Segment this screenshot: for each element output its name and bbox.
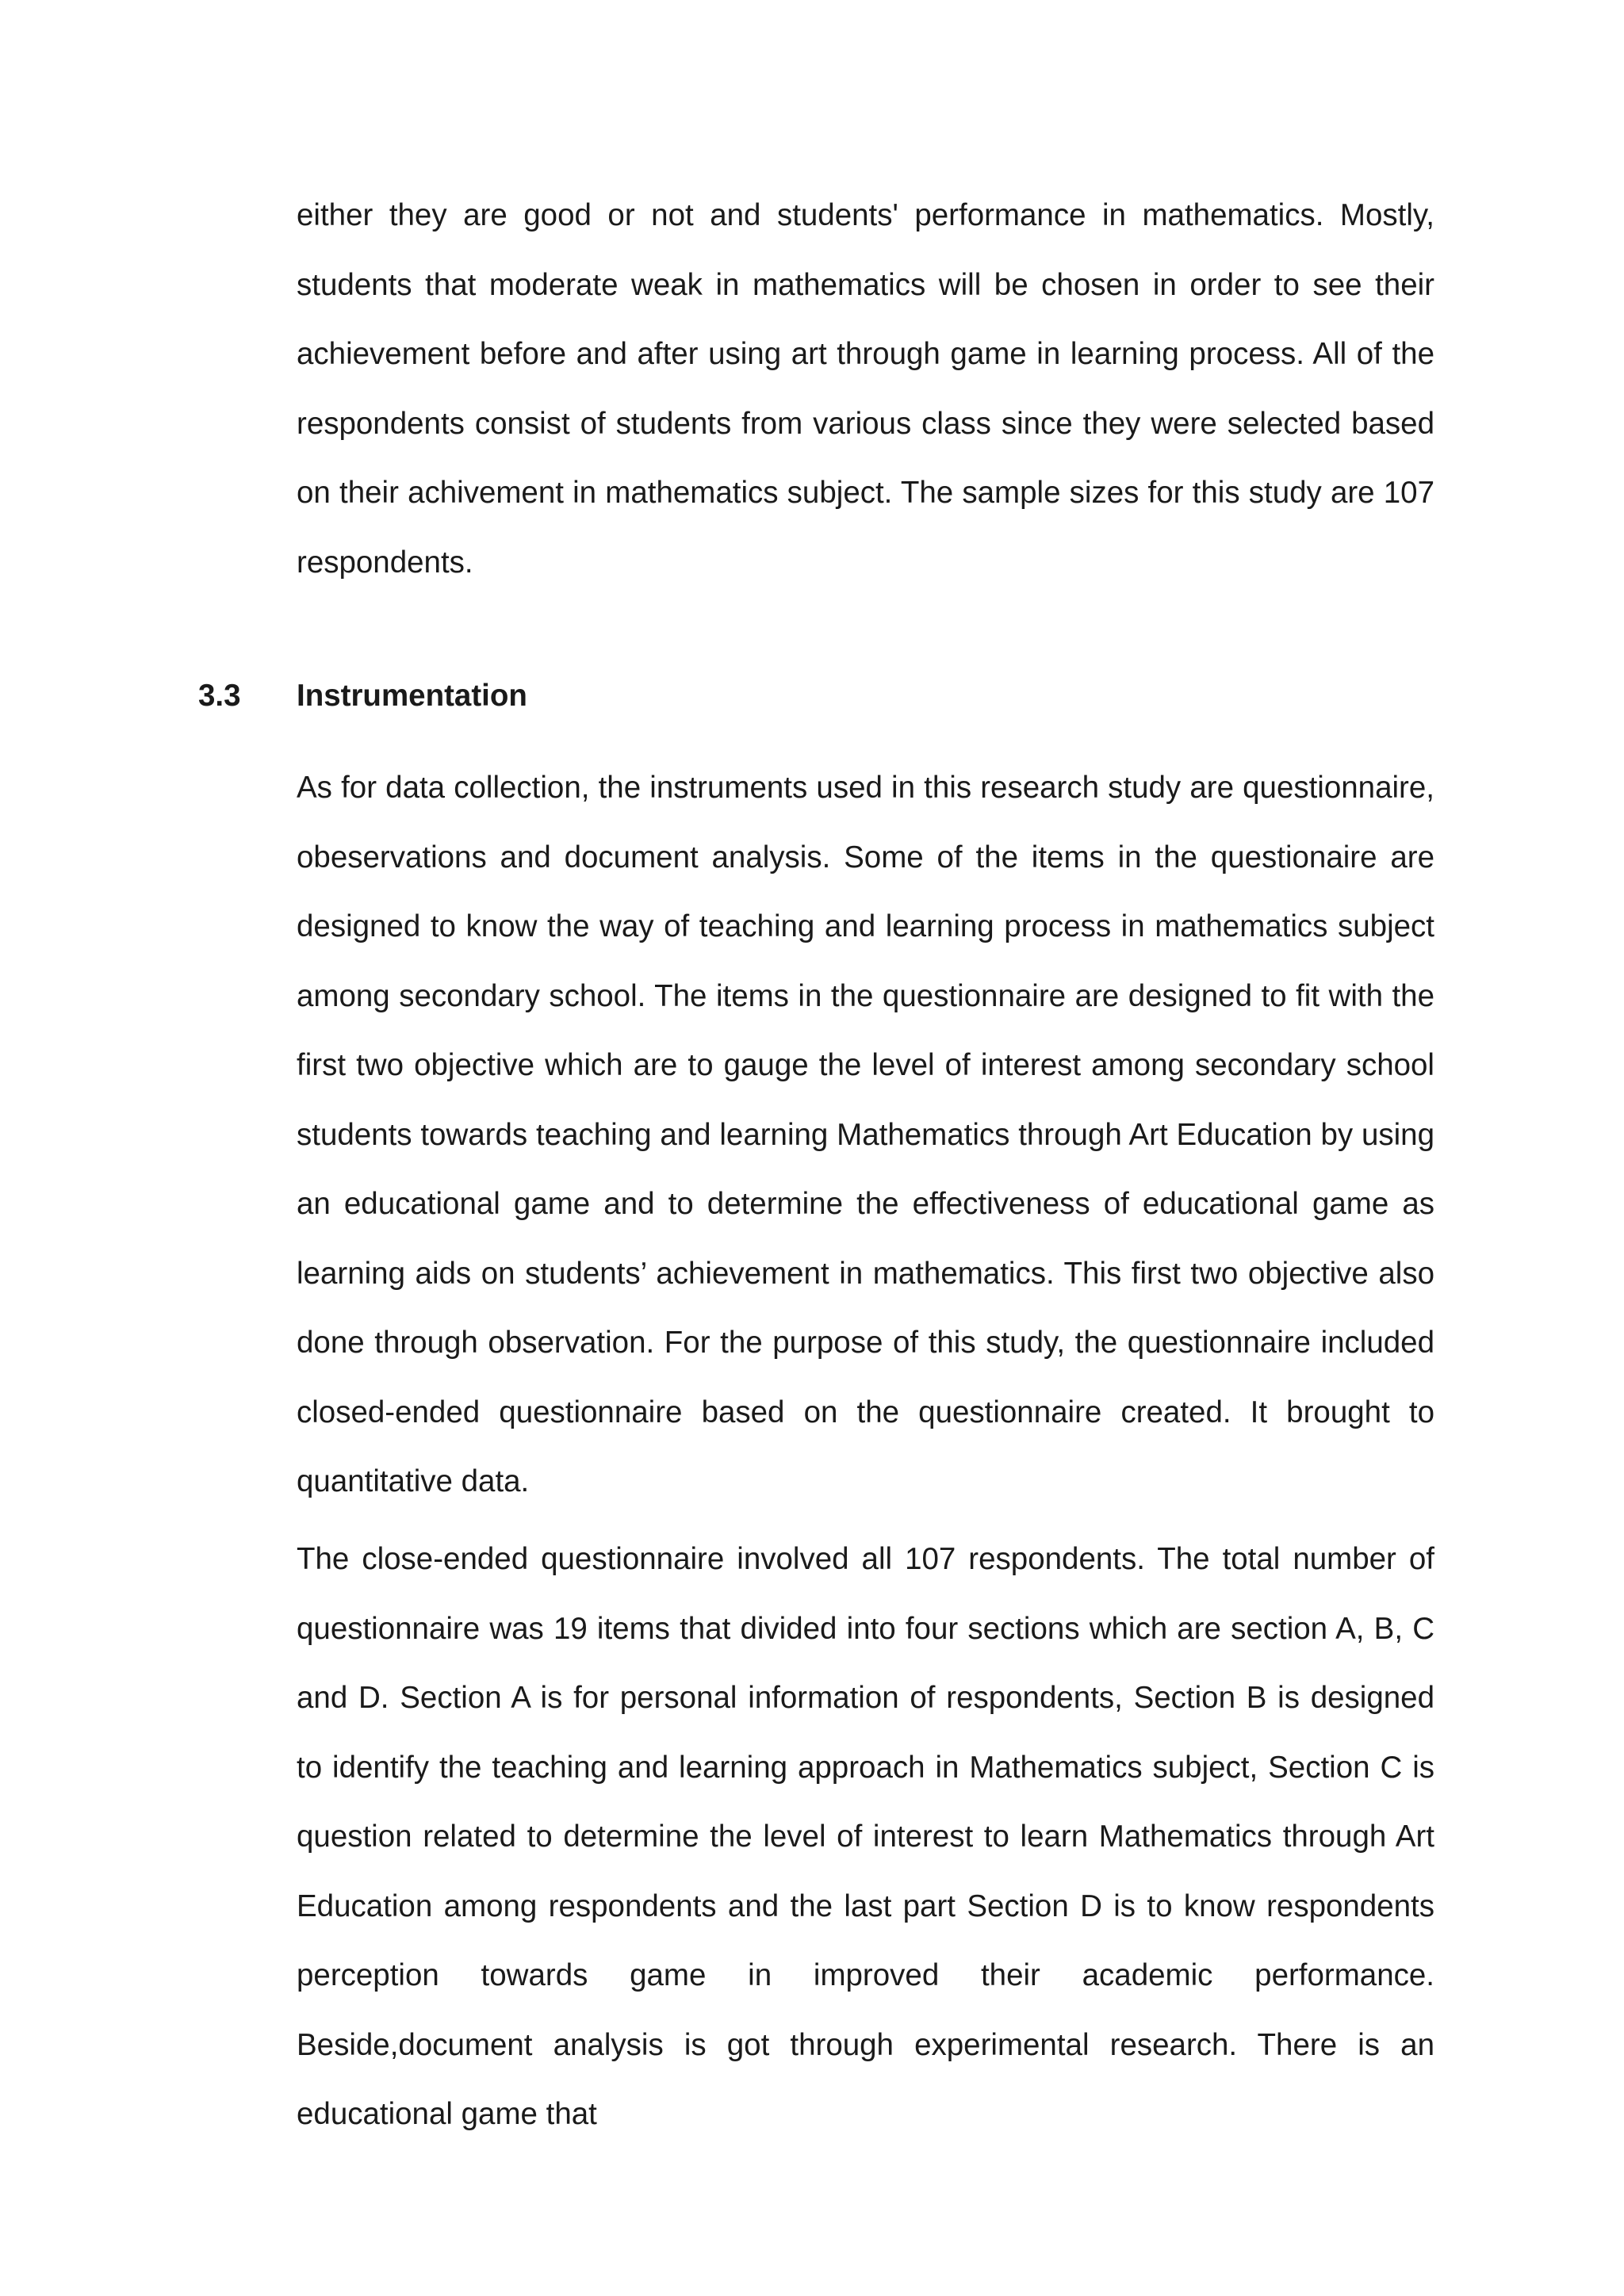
section-heading-instrumentation: Instrumentation <box>297 679 527 713</box>
section-number: 3.3 <box>198 679 241 713</box>
body-paragraph-questionnaire: The close-ended questionnaire involved all 107 respondents. The total number of questionnaire was 19 items that divided into four sections which are section A, B, C and D. Section A is for personal information of respondents, Section B is designed to identify the teaching and learning approach in Mathematics subject, Section C is question related to determine the level of interest to learn Mathematics through Art Education among respondents and the last part Section D is to know respondents perception towards game in improved their academic performance. Beside,document analysis is got through experimental research. There is an educational game that <box>297 1542 1434 2131</box>
body-paragraph-data-collection: As for data collection, the instruments used in this research study are questionnaire, obeservations and document analysis. Some of the items in the questionaire are designed to know the way of teaching and learning process in mathematics subject among secondary school. The items in the questionnaire are designed to fit with the first two objective which are to gauge the level of interest among secondary school students towards teaching and learning Mathematics through Art Education by using an educational game and to determine the effectiveness of educational game as learning aids on students’ achievement in mathematics. This first two objective also done through observation. For the purpose of this study, the questionnaire included closed-ended questionnaire based on the questionnaire created. It brought to quantitative data. <box>297 771 1434 1498</box>
body-paragraph-sample: either they are good or not and students' performance in mathematics. Mostly, students that moderate weak in mathematics will be chosen in order to see their achievement before and after using art through game in learning process. All of the respondents consist of students from various class since they were selected based on their achivement in mathematics subject. The sample sizes for this study are 107 respondents. <box>297 198 1434 580</box>
